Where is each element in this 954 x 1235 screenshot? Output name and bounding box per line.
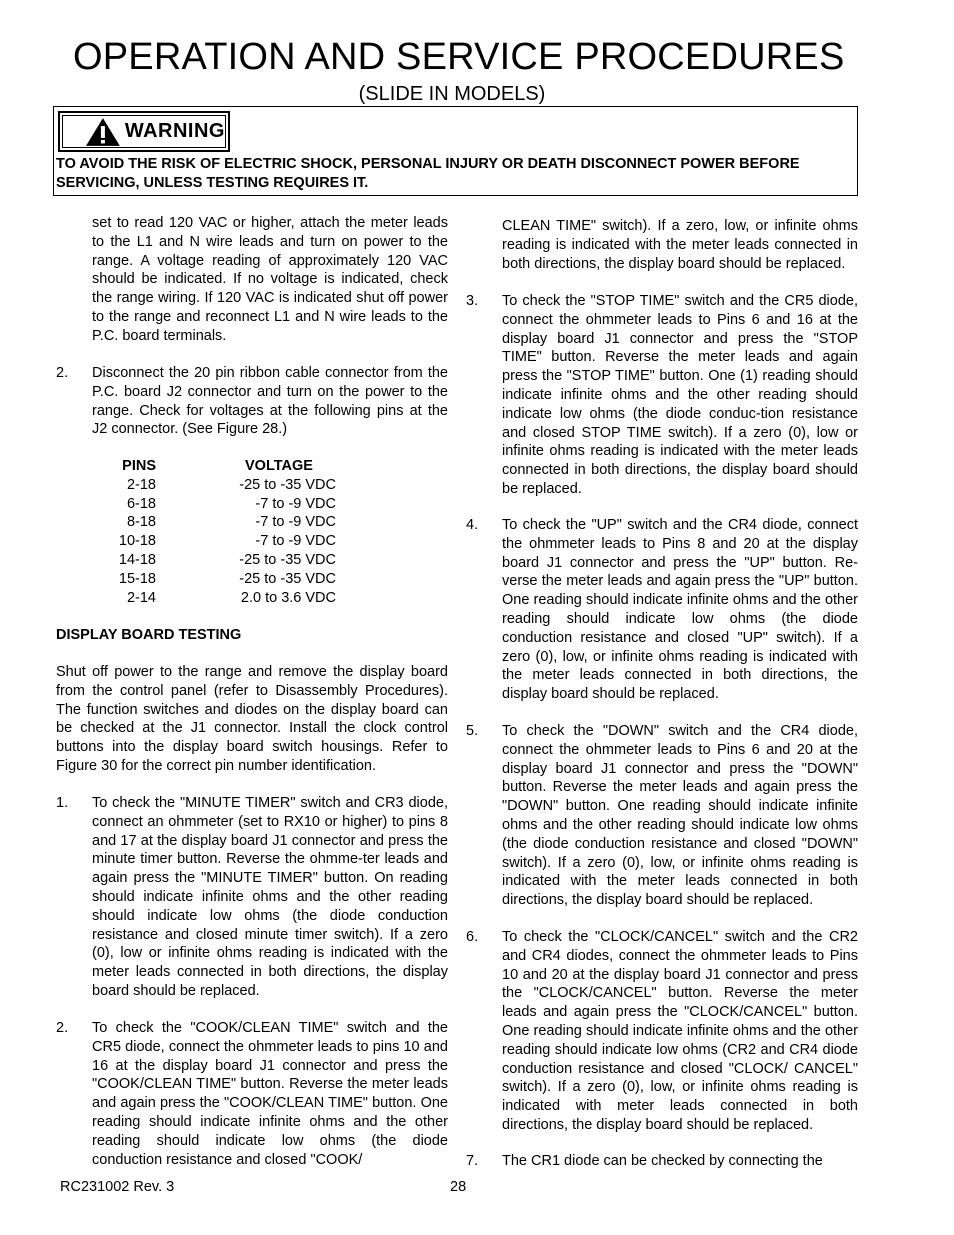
header-voltage: VOLTAGE	[245, 458, 313, 474]
page-title: OPERATION AND SERVICE PROCEDURES	[73, 36, 845, 78]
table-row: 6-18 -7 to -9 VDC	[126, 495, 336, 512]
right-item-4: 4. To check the "UP" switch and the CR4 diode, connect the ohmmeter leads to Pins 8 and 20 at the display board J1 connector and press the "UP" button. Re-verse the meter leads and again press the "UP" button. One reading should indicate infinite ohms and the other reading should indicate low ohms (the diode conduction resistance and closed "UP" switch). If a zero (0), low, or infinite ohms reading is indicated with the meter leads connected in both directions, the display board should be replaced.	[466, 517, 858, 703]
item-number: 5.	[466, 723, 479, 739]
left-item-1: 1. To check the "MINUTE TIMER" switch and CR3 diode, connect an ohmmeter (set to RX10 or higher) to pins 8 and 17 at the display board J1 connector and press the minute timer button. Reverse the ohmme-ter leads and again press the "MINUTE TIMER" button. On reading should indicate infinite ohms and the other reading should indicate low ohms (the diode conduction resistance and closed minute timer switch). If a zero (0), low or infinite ohms reading is indicated with the meter leads connected in both directions, the display board should be replaced.	[56, 795, 448, 999]
right-item-6: 6. To check the "CLOCK/CANCEL" switch and the CR2 and CR4 diodes, connect the ohmmeter leads to Pins 10 and 20 at the display board J1 connector and press the "CLOCK/CANCEL" button. Reverse the meter leads and again press the "CLOCK/CANCEL" button. One reading should indicate infinite ohms and the other reading should indicate low ohms (CR2 and CR4 diode conduction resistance and closed "CLOCK/ CANCEL" switch). If a zero (0), low, or infinite ohms reading is indicated with meter leads connected in both directions, the display board should be replaced.	[466, 929, 858, 1133]
item-number: 1.	[56, 795, 69, 811]
left-item-2: 2. To check the "COOK/CLEAN TIME" switch and the CR5 diode, connect the ohmmeter leads to pins 10 and 16 at the display board J1 connector and press the "COOK/CLEAN TIME" button. Reverse the meter leads and again press the "COOK/CLEAN TIME" button. One reading should indicate infinite ohms and the other reading should indicate low ohms (the diode conduction resistance and closed "COOK/	[56, 1020, 448, 1168]
pins-voltage-table	[112, 457, 336, 607]
left-step-2: 2. Disconnect the 20 pin ribbon cable connector from the P.C. board J2 connector and turn on the power to the range. Check for voltages at the following pins at the J2 connector. (See Figure 28.)	[56, 365, 448, 438]
table-row: 8-18 -7 to -9 VDC	[126, 514, 336, 531]
header-pins: PINS	[122, 458, 156, 474]
item-number: 3.	[466, 293, 479, 309]
table-header-row	[112, 457, 336, 476]
section-heading: DISPLAY BOARD TESTING	[56, 627, 242, 643]
warning-badge	[58, 111, 230, 152]
table-row: 2-18 -25 to -35 VDC	[126, 476, 336, 493]
page-number: 28	[450, 1179, 467, 1195]
item-number: 4.	[466, 517, 479, 533]
warning-triangle-icon	[85, 117, 121, 147]
document-id: RC231002 Rev. 3	[60, 1179, 175, 1195]
page-subtitle: (SLIDE IN MODELS)	[358, 83, 546, 105]
item-number: 2.	[56, 1020, 69, 1036]
table-row: 2-14 2.0 to 3.6 VDC	[126, 589, 336, 606]
item-number: 6.	[466, 929, 479, 945]
warning-box	[53, 106, 858, 196]
right-item-7: 7. The CR1 diode can be checked by connecting the	[466, 1153, 823, 1169]
step-number: 2.	[56, 365, 69, 381]
right-continued-paragraph: CLEAN TIME" switch). If a zero, low, or infinite ohms reading is indicated with the meter leads connected in both directions, the display board should be replaced.	[502, 218, 858, 272]
right-item-5: 5. To check the "DOWN" switch and the CR4 diode, connect the ohmmeter leads to Pins 6 and 20 at the display board J1 connector and press the "DOWN" button. Reverse the meter leads and again press the "DOWN" button. One reading should indicate infinite ohms and the other reading should indicate low ohms (the diode conduction resistance and closed "DOWN" switch). If a zero (0), low, or infinite ohms reading is indicated with the meter leads connected in both directions, the display board should be replaced.	[466, 723, 858, 909]
table-row: 10-18 -7 to -9 VDC	[118, 533, 336, 550]
warning-label: WARNING	[124, 120, 225, 142]
left-continued-paragraph: set to read 120 VAC or higher, attach the meter leads to the L1 and N wire leads and turn on power to the range. A voltage reading of approximately 120 VAC should be indicated. If no voltage is indicated, check the range wiring. If 120 VAC is indicated shut off power to the range and reconnect L1 and N wire leads to the P.C. board terminals.	[92, 215, 448, 344]
item-number: 7.	[466, 1153, 479, 1169]
right-item-3: 3. To check the "STOP TIME" switch and the CR5 diode, connect the ohmmeter leads to Pins 6 and 16 at the display board J1 connector and press the "STOP TIME" button. Reverse the meter leads and again press the "STOP TIME" button. One (1) reading should indicate infinite ohms and the other reading should indicate low ohms (the diode conduc-tion resistance and closed STOP TIME switch). If a zero (0), low or infinite ohms reading is indicated with the meter leads connected in both directions, the display board should be replaced.	[466, 293, 858, 497]
warning-text: TO AVOID THE RISK OF ELECTRIC SHOCK, PERSONAL INJURY OR DEATH DISCONNECT POWER BEFORE SERVICING, UNLESS TESTING REQUIRES IT.	[56, 156, 800, 191]
table-row: 15-18 -25 to -35 VDC	[118, 570, 336, 587]
table-row: 14-18 -25 to -35 VDC	[118, 551, 336, 568]
section-intro: Shut off power to the range and remove the display board from the control panel (refer to Disassembly Procedures). The function switches and diodes on the display board can be checked at the J1 connector. Install the clock control buttons into the display board switch housings. Refer to Figure 30 for the correct pin number identification.	[56, 664, 448, 774]
